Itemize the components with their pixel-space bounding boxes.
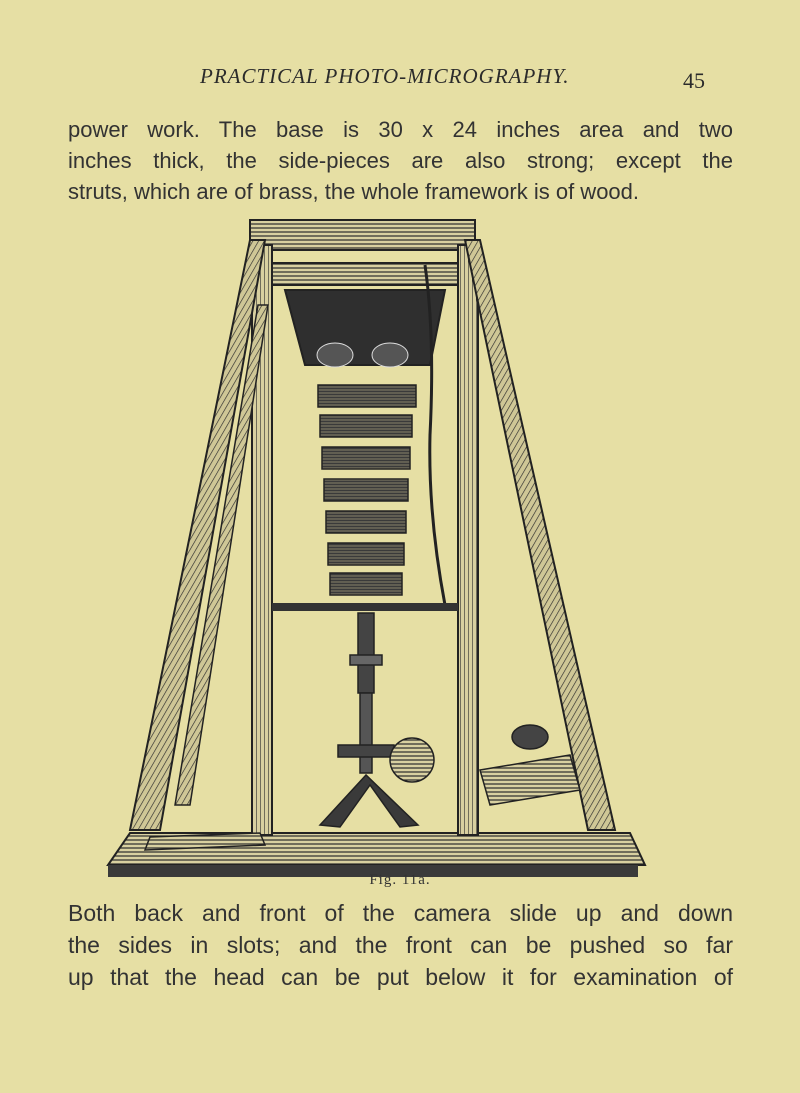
- running-head: [0, 64, 800, 92]
- bellows: [318, 385, 416, 595]
- text-line: struts, which are of brass, the whole framework is of wood.: [68, 179, 640, 204]
- text-line: Both back and front of the camera slide up and down: [68, 900, 733, 926]
- lower-shelf: [272, 603, 458, 611]
- text-line: up that the head can be put below it for examination of: [68, 964, 733, 990]
- right-upright: [458, 245, 478, 835]
- frame-top-beam: [250, 220, 475, 250]
- figure-caption: Fig. 11a.: [369, 872, 431, 888]
- camera-stand-illustration: [100, 215, 660, 885]
- paragraph-bottom: [68, 897, 733, 993]
- microscope: [320, 613, 434, 827]
- frame-crossbar: [250, 263, 465, 285]
- page-number: 45: [683, 68, 705, 93]
- running-title: PRACTICAL PHOTO-MICROGRAPHY.: [200, 64, 570, 88]
- paragraph-top: [68, 114, 733, 207]
- text-line: power work. The base is 30 x 24 inches area and two: [68, 117, 733, 142]
- text-line: inches thick, the side-pieces are also strong; except the: [68, 148, 733, 173]
- lamp: [480, 725, 580, 805]
- camera-front-board: [285, 290, 445, 365]
- text-line: the sides in slots; and the front can be pushed so far: [68, 932, 733, 958]
